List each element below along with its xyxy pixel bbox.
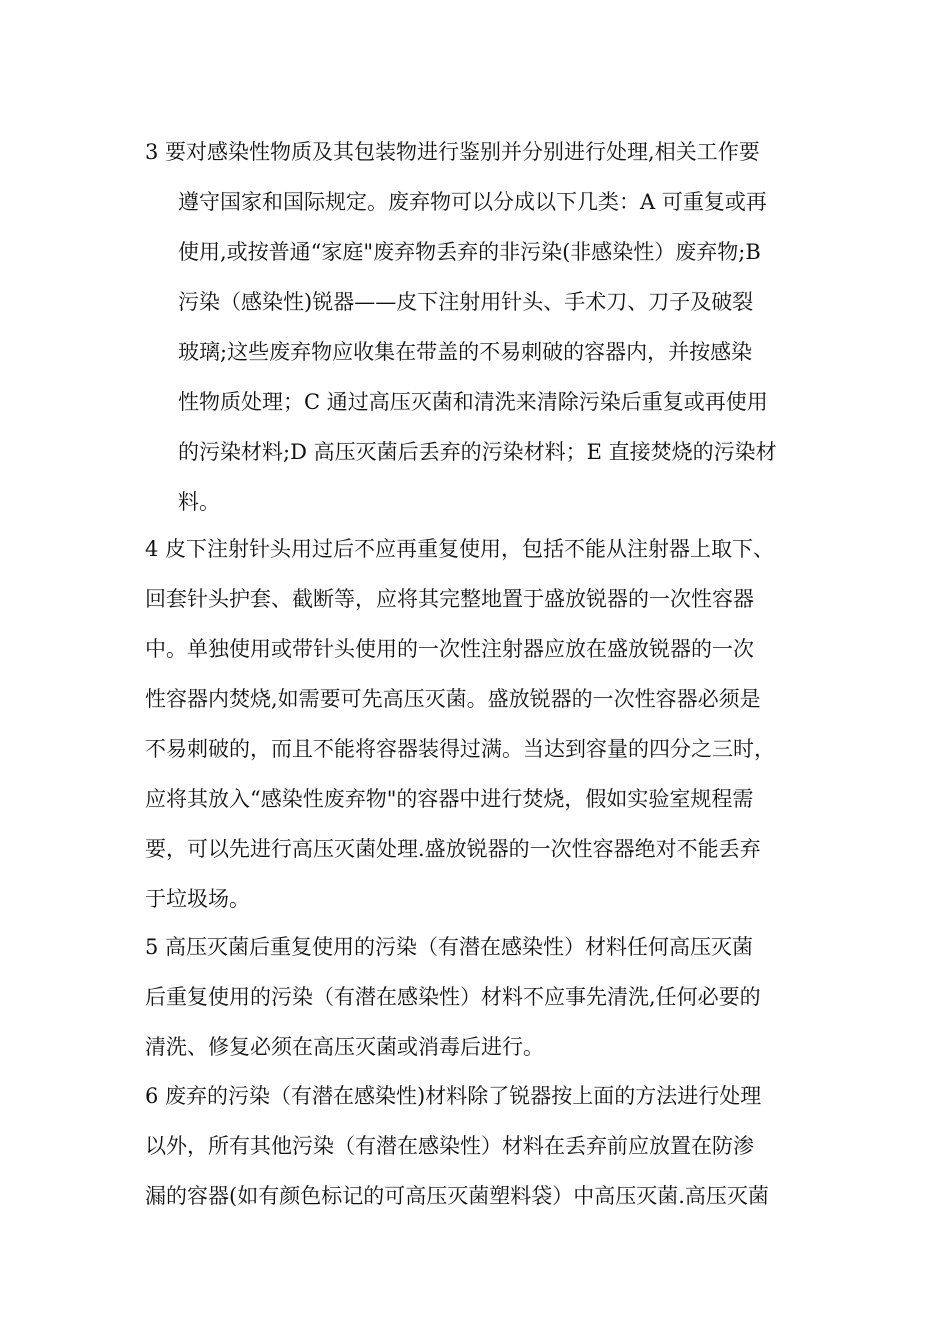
paragraph-item-3 xyxy=(145,127,845,527)
text-line: 5 高压灭菌后重复使用的污染（有潜在感染性）材料任何高压灭菌 xyxy=(145,935,754,959)
text-line: 性物质处理；C 通过高压灭菌和清洗来清除污染后重复或再使用 xyxy=(178,390,768,414)
text-line: 应将其放入“感染性废弃物"的容器中进行焚烧，假如实验室规程需 xyxy=(145,787,754,811)
text-line: 4 皮下注射针头用过后不应再重复使用，包括不能从注射器上取下、 xyxy=(145,537,775,561)
paragraph-item-5 xyxy=(145,922,845,1072)
paragraph-item-6 xyxy=(145,1071,845,1221)
paragraph-item-4 xyxy=(145,524,845,924)
text-line: 后重复使用的污染（有潜在感染性）材料不应事先清洗,任何必要的 xyxy=(145,985,761,1009)
text-line: 中。单独使用或带针头使用的一次性注射器应放在盛放锐器的一次 xyxy=(145,637,754,661)
text-line: 的污染材料;D 高压灭菌后丢弃的污染材料；E 直接焚烧的污染材 xyxy=(178,440,777,464)
text-line: 6 废弃的污染（有潜在感染性)材料除了锐器按上面的方法进行处理 xyxy=(145,1084,762,1108)
text-line: 性容器内焚烧,如需要可先高压灭菌。盛放锐器的一次性容器必须是 xyxy=(145,687,761,711)
text-line: 漏的容器(如有颜色标记的可高压灭菌塑料袋）中高压灭菌.高压灭菌 xyxy=(145,1184,769,1208)
text-line: 回套针头护套、截断等，应将其完整地置于盛放锐器的一次性容器 xyxy=(145,587,754,611)
text-line: 要，可以先进行高压灭菌处理.盛放锐器的一次性容器绝对不能丢弃 xyxy=(145,837,761,861)
text-line: 以外，所有其他污染（有潜在感染性）材料在丢弃前应放置在防渗 xyxy=(145,1134,754,1158)
text-line: 料。 xyxy=(178,490,220,514)
text-line: 于垃圾场。 xyxy=(145,887,250,911)
text-line: 3 要对感染性物质及其包装物进行鉴别并分别进行处理,相关工作要 xyxy=(145,140,760,164)
text-line: 使用,或按普通“家庭"废弃物丢弃的非污染(非感染性）废弃物;B xyxy=(178,240,761,264)
text-line: 清洗、修复必须在高压灭菌或消毒后进行。 xyxy=(145,1035,544,1059)
text-line: 玻璃;这些废弃物应收集在带盖的不易刺破的容器内，并按感染 xyxy=(178,340,753,364)
text-line: 污染（感染性)锐器——皮下注射用针头、手术刀、刀子及破裂 xyxy=(178,290,754,314)
text-line: 遵守国家和国际规定。废弃物可以分成以下几类：A 可重复或再 xyxy=(178,190,767,214)
text-line: 不易刺破的，而且不能将容器装得过满。当达到容量的四分之三时， xyxy=(145,737,775,761)
